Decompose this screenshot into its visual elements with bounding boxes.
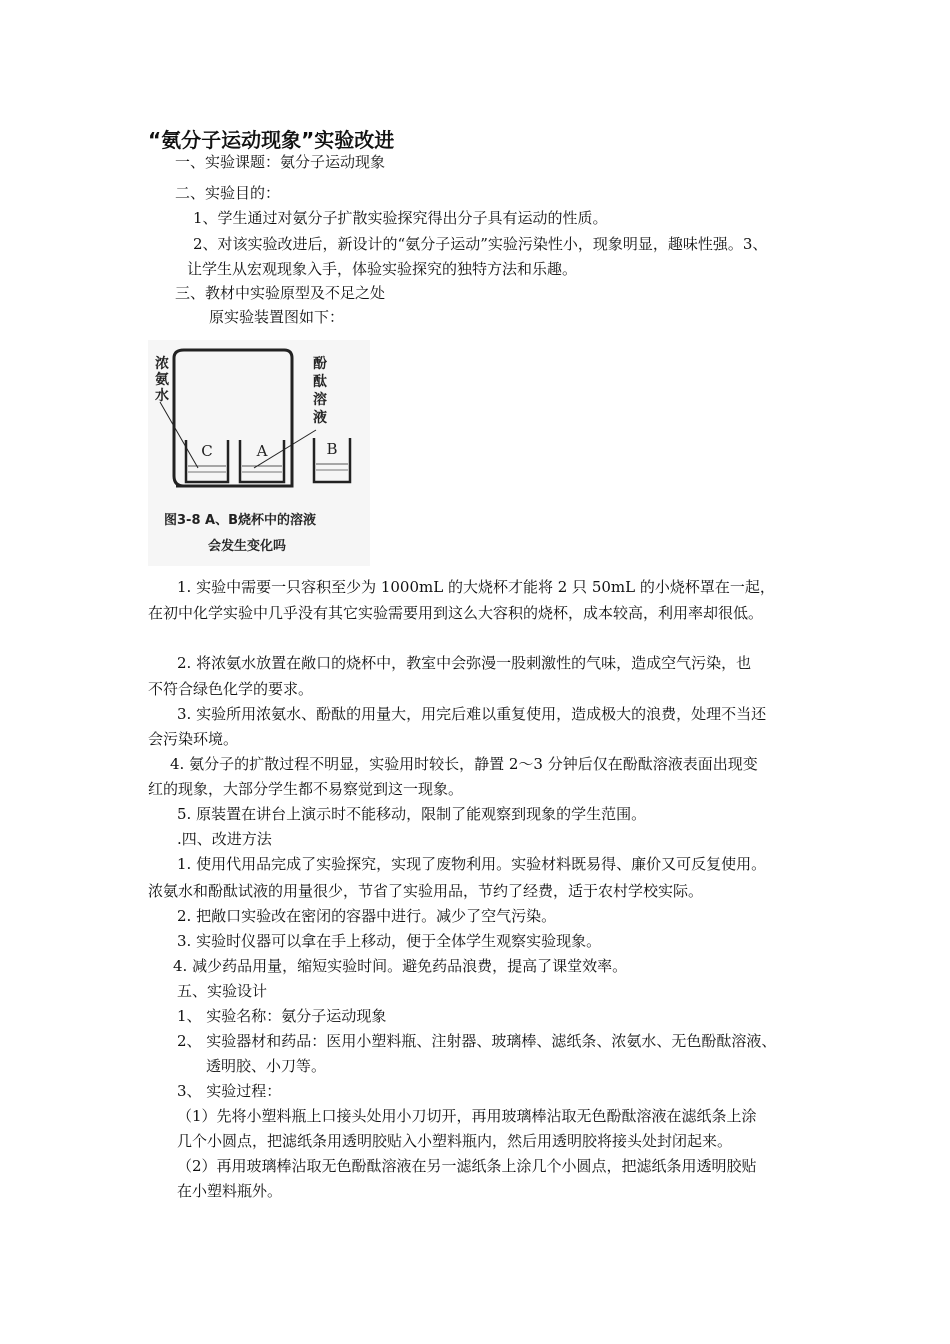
paragraph-line: 红的现象，大部分学生都不易察觉到这一现象。	[148, 780, 464, 798]
paragraph-line: 1、 实验名称：氨分子运动现象	[177, 1007, 387, 1025]
label-phenolphthalein-char: 液	[313, 410, 327, 426]
label-ammonia-char: 浓	[155, 356, 169, 372]
paragraph-line: 在初中化学实验中几乎没有其它实验需要用到这么大容积的烧杯，成本较高，利用率却很低。	[148, 604, 764, 622]
figure-caption-line1: 图3-8 A、B烧杯中的溶液	[164, 513, 316, 528]
paragraph-line: 2、对该实验改进后，新设计的“氨分子运动”实验污染性小，现象明显，趣味性强。3、	[193, 235, 768, 253]
paragraph-line: 3. 实验所用浓氨水、酚酞的用量大，用完后难以重复使用，造成极大的浪费，处理不当还	[177, 705, 767, 723]
paragraph-line: 3、 实验过程：	[177, 1082, 282, 1100]
paragraph-line: 4. 减少药品用量，缩短实验时间。避免药品浪费，提高了课堂效率。	[173, 957, 628, 975]
paragraph-line: 在小塑料瓶外。	[177, 1182, 283, 1200]
paragraph-line: 会污染环境。	[148, 730, 239, 748]
paragraph-line: 2. 把敞口实验改在密闭的容器中进行。减少了空气污染。	[177, 907, 557, 925]
document-title: “氨分子运动现象”实验改进	[148, 128, 395, 152]
paragraph-line: 浓氨水和酚酞试液的用量很少，节省了实验用品，节约了经费，适于农村学校实际。	[148, 882, 704, 900]
paragraph-line: 2、 实验器材和药品：医用小塑料瓶、注射器、玻璃棒、滤纸条、浓氨水、无色酚酞溶液、	[177, 1032, 777, 1050]
apparatus-figure	[148, 340, 370, 566]
paragraph-line: 让学生从宏观现象入手，体验实验探究的独特方法和乐趣。	[187, 260, 578, 278]
paragraph-line: 1. 实验中需要一只容积至少为 1000mL 的大烧杯才能将 2 只 50mL 的小烧杯罩在一起，	[177, 578, 775, 596]
beaker-c-label: C	[201, 442, 213, 460]
paragraph-line: 5. 原装置在讲台上演示时不能移动，限制了能观察到现象的学生范围。	[177, 805, 647, 823]
section-heading: 五、实验设计	[177, 982, 268, 1000]
paragraph-line: 原实验装置图如下：	[209, 308, 345, 326]
paragraph-line: 4. 氨分子的扩散过程不明显，实验用时较长，静置 2～3 分钟后仅在酚酞溶液表面出现变	[170, 755, 758, 773]
label-ammonia-char: 氨	[155, 372, 169, 388]
paragraph-line: （1）先将小塑料瓶上口接头处用小刀切开，再用玻璃棒沾取无色酚酞溶液在滤纸条上涂	[177, 1107, 757, 1125]
label-phenolphthalein-char: 溶	[313, 392, 327, 408]
section-heading: .四、改进方法	[177, 830, 272, 848]
paragraph-line: 1. 使用代用品完成了实验探究，实现了废物利用。实验材料既易得、廉价又可反复使用。	[177, 855, 767, 873]
section-heading: 一、实验课题：氨分子运动现象	[175, 153, 386, 171]
paragraph-line: 3. 实验时仪器可以拿在手上移动，便于全体学生观察实验现象。	[177, 932, 602, 950]
label-phenolphthalein-char: 酚	[313, 356, 327, 372]
label-phenolphthalein-char: 酞	[313, 374, 327, 390]
beaker-b-label: B	[326, 440, 338, 458]
apparatus-diagram	[148, 340, 370, 566]
paragraph-line: 2. 将浓氨水放置在敞口的烧杯中，教室中会弥漫一股刺激性的气味，造成空气污染，也	[177, 654, 752, 672]
beaker-a-label: A	[256, 442, 268, 460]
paragraph-line: 透明胶、小刀等。	[206, 1057, 327, 1075]
paragraph-line: 1、学生通过对氨分子扩散实验探究得出分子具有运动的性质。	[193, 209, 608, 227]
section-heading: 三、教材中实验原型及不足之处	[175, 284, 386, 302]
paragraph-line: 几个小圆点，把滤纸条用透明胶贴入小塑料瓶内，然后用透明胶将接头处封闭起来。	[177, 1132, 733, 1150]
section-heading: 二、实验目的：	[175, 184, 281, 202]
figure-caption-line2: 会发生变化吗	[208, 539, 287, 554]
label-ammonia-char: 水	[155, 388, 169, 404]
paragraph-line: （2）再用玻璃棒沾取无色酚酞溶液在另一滤纸条上涂几个小圆点，把滤纸条用透明胶贴	[177, 1157, 757, 1175]
paragraph-line: 不符合绿色化学的要求。	[148, 680, 314, 698]
